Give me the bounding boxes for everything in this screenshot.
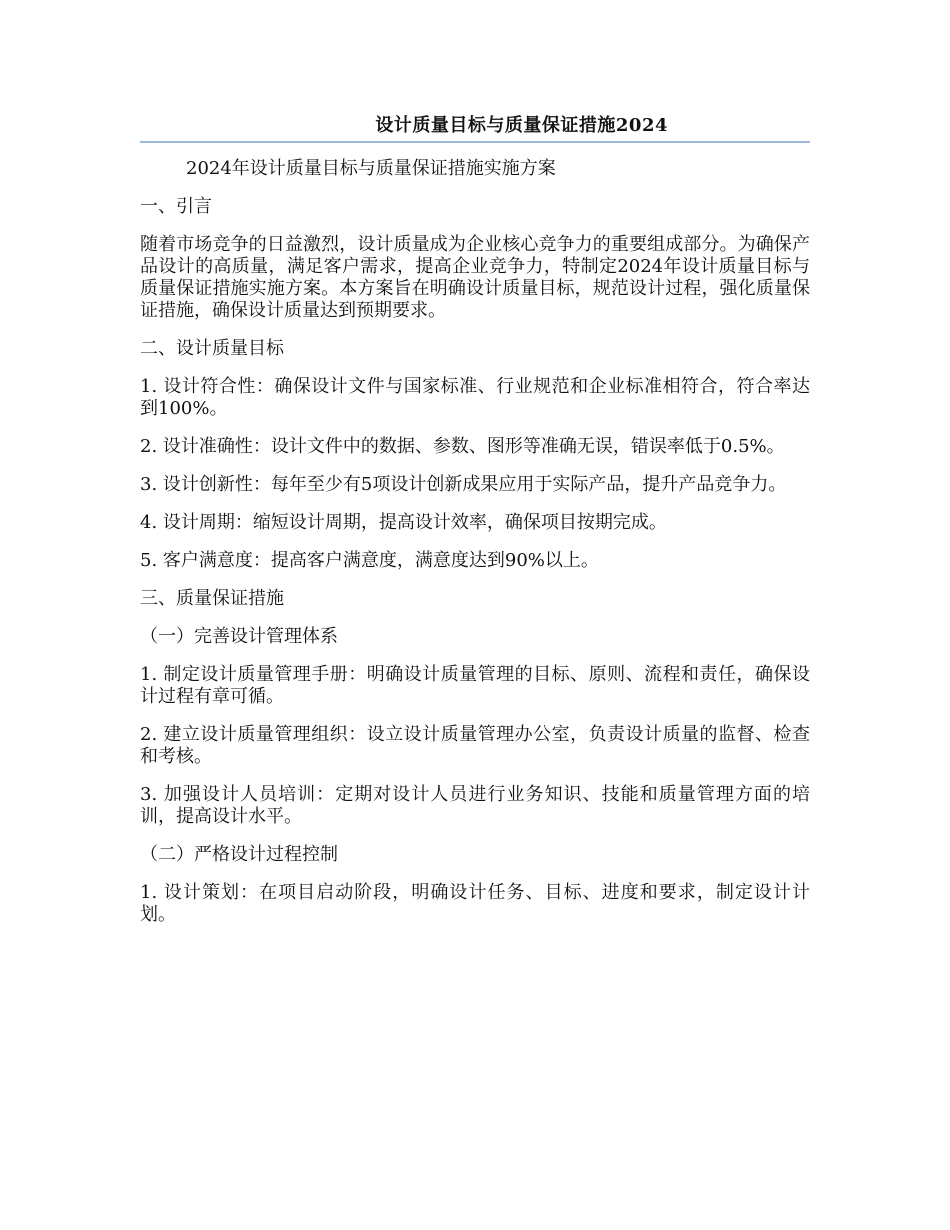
section-heading-goals: 二、设计质量目标	[140, 338, 284, 359]
subsection-heading: （二）严格设计过程控制	[140, 844, 338, 865]
header-divider	[140, 141, 810, 143]
measure-item: 2. 建立设计质量管理组织：设立设计质量管理办公室，负责设计质量的监督、检查和考核。	[140, 724, 810, 767]
document-title: 设计质量目标与质量保证措施2024	[375, 115, 668, 136]
measure-item: 1. 设计策划：在项目启动阶段，明确设计任务、目标、进度和要求，制定设计计划。	[140, 882, 810, 925]
intro-paragraph: 随着市场竞争的日益激烈，设计质量成为企业核心竞争力的重要组成部分。为确保产品设计的高质量，满足客户需求，提高企业竞争力，特制定2024年设计质量目标与质量保证措施实施方案。本方案旨在明确设计质量目标，规范设计过程，强化质量保证措施，确保设计质量达到预期要求。	[140, 234, 810, 321]
goal-item: 5. 客户满意度：提高客户满意度，满意度达到90%以上。	[140, 550, 599, 571]
goal-item: 1. 设计符合性：确保设计文件与国家标准、行业规范和企业标准相符合，符合率达到100%。	[140, 376, 810, 419]
measure-item: 3. 加强设计人员培训：定期对设计人员进行业务知识、技能和质量管理方面的培训，提高设计水平。	[140, 784, 810, 827]
goal-item: 3. 设计创新性：每年至少有5项设计创新成果应用于实际产品，提升产品竞争力。	[140, 474, 787, 495]
document-body	[140, 158, 810, 942]
document-subtitle: 2024年设计质量目标与质量保证措施实施方案	[186, 158, 556, 179]
measure-item: 1. 制定设计质量管理手册：明确设计质量管理的目标、原则、流程和责任，确保设计过程有章可循。	[140, 664, 810, 707]
goal-item: 4. 设计周期：缩短设计周期，提高设计效率，确保项目按期完成。	[140, 512, 667, 533]
document-header	[140, 113, 810, 143]
section-heading-measures: 三、质量保证措施	[140, 588, 284, 609]
section-heading-intro: 一、引言	[140, 196, 212, 217]
subsection-heading: （一）完善设计管理体系	[140, 626, 338, 647]
goal-item: 2. 设计准确性：设计文件中的数据、参数、图形等准确无误，错误率低于0.5%。	[140, 436, 785, 457]
